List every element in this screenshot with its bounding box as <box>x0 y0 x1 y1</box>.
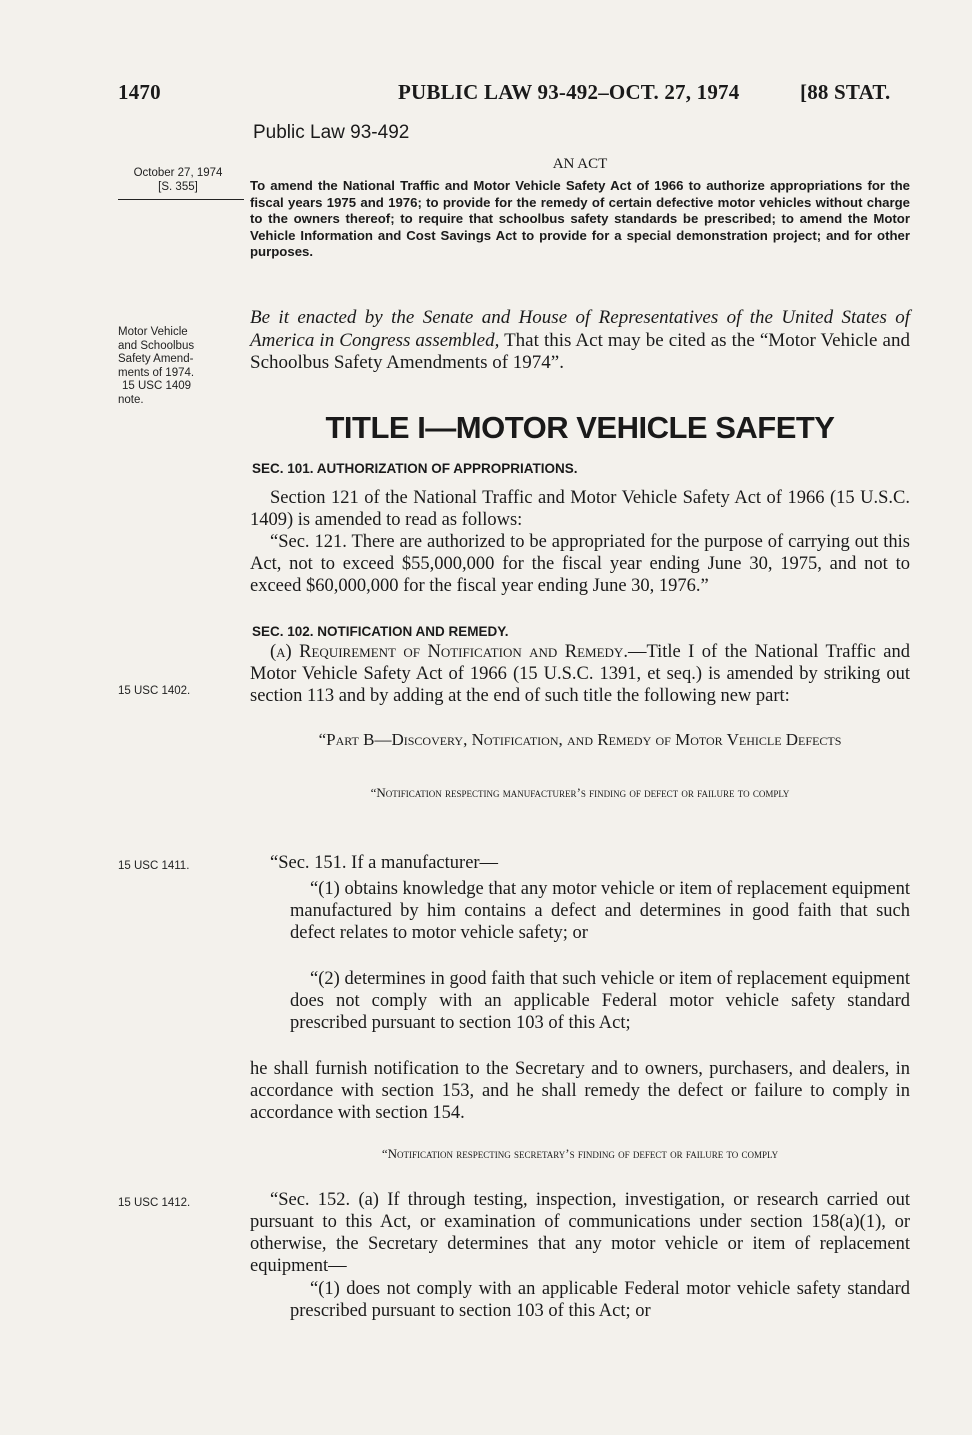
margin-note-line: Safety Amend- <box>118 353 194 365</box>
sec-151-intro <box>250 852 910 874</box>
subheading-secretary-finding: “Notification respecting secretary’s finding of defect or failure to comply <box>381 1146 779 1161</box>
sec-102-a-text: —Title I of the National Traffic and Motor Vehicle Safety Act of 1966 (15 U.S.C. 1391, et seq.) is amended by striking out section 113 and by adding at the end of such title the following new part: <box>250 642 910 706</box>
margin-cite-1412: 15 USC 1412. <box>118 1197 191 1209</box>
act-purpose-text: To amend the National Traffic and Motor Vehicle Safety Act of 1966 to authorize appropriations for the fiscal years 1975 and 1976; to provide for the remedy of certain defective motor vehicles without charge to the owners thereof; to require that schoolbus safety standards be prescribed; to amend the Motor Vehicle Information and Cost Savings Act to provide for a special demonstration project; and for other purposes. <box>250 178 910 260</box>
sec-102-paragraph-a <box>250 641 910 707</box>
sec-152-clause-1: “(1) does not comply with an applicable Federal motor vehicle safety standard prescribed pursuant to section 103 of this Act; or <box>290 1279 910 1321</box>
volume-reference: [88 STAT. <box>800 80 891 104</box>
subheading-manufacturer-finding: “Notification respecting manufacturer’s finding of defect or failure to comply <box>370 785 790 800</box>
page-number: 1470 <box>118 80 161 104</box>
sec-121-text: “Sec. 121. There are authorized to be appropriated for the purpose of carrying out this Act, not to exceed $55,000,000 for the fiscal year ending June 30, 1975, and not to exceed $60,000,000 for the fiscal year ending June 30, 1976.” <box>250 532 910 596</box>
title-heading: TITLE I—MOTOR VEHICLE SAFETY <box>325 410 835 445</box>
sec-151-clause-2: “(2) determines in good faith that such vehicle or item of replacement equipment does not comply with an applicable Federal motor vehicle safety standard prescribed pursuant to section 103 of this Act; <box>290 969 910 1033</box>
margin-date: October 27, 1974 <box>133 167 223 179</box>
margin-cite-1411: 15 USC 1411. <box>118 860 190 872</box>
margin-bill-number: [S. 355] <box>158 181 198 193</box>
margin-note-line: Motor Vehicle <box>118 326 188 338</box>
public-law-number: Public Law 93-492 <box>253 122 410 143</box>
margin-note-line: ments of 1974. <box>118 366 195 379</box>
sec-151-intro-text: “Sec. 151. If a manufacturer— <box>270 853 499 873</box>
sec-101-paragraph: Section 121 of the National Traffic and Motor Vehicle Safety Act of 1966 (15 U.S.C. 1409) is amended to read as follows: <box>250 488 910 530</box>
running-title: PUBLIC LAW 93-492–OCT. 27, 1974 <box>398 80 740 104</box>
sec-152-paragraph: “Sec. 152. (a) If through testing, inspection, investigation, or research carried out pursuant to this Act, or examination of communications under section 158(a)(1), or otherwise, the Secretary determines that any motor vehicle or item of replacement equipment— <box>250 1190 910 1276</box>
enacting-clause-italic: Be it enacted by the Senate and House of Representatives of the United States of America in Congress assembled, <box>250 307 910 351</box>
act-purpose <box>250 178 910 261</box>
margin-rule <box>118 199 244 200</box>
part-b-heading: “Part B—Discovery, Notification, and Remedy of Motor Vehicle Defects <box>318 730 842 749</box>
sec-101-heading: SEC. 101. AUTHORIZATION OF APPROPRIATIONS. <box>252 461 578 476</box>
margin-note-line: note. <box>118 393 144 406</box>
enacting-clause <box>250 307 910 375</box>
an-act-heading: AN ACT <box>552 156 608 172</box>
margin-cite-1402: 15 USC 1402. <box>118 685 191 697</box>
margin-short-title-note <box>118 326 238 407</box>
sec-102-a-lead: (a) Requirement of Notification and Remedy. <box>270 642 628 662</box>
sec-151-clause-1: “(1) obtains knowledge that any motor vehicle or item of replacement equipment manufactured by him contains a defect and determines in good faith that such defect relates to motor vehicle safety; or <box>290 879 910 943</box>
margin-note-line: and Schoolbus <box>118 339 195 352</box>
margin-note-line: 15 USC 1409 <box>122 380 192 392</box>
sec-102-heading: SEC. 102. NOTIFICATION AND REMEDY. <box>252 624 509 639</box>
sec-151-tail: he shall furnish notification to the Secretary and to owners, purchasers, and dealers, in accordance with section 153, and he shall remedy the defect or failure to comply in accordance with section 154. <box>250 1059 910 1123</box>
enacting-clause-rest: That this Act may be cited as the “Motor Vehicle and Schoolbus Safety Amendments of 1974”. <box>250 329 910 373</box>
